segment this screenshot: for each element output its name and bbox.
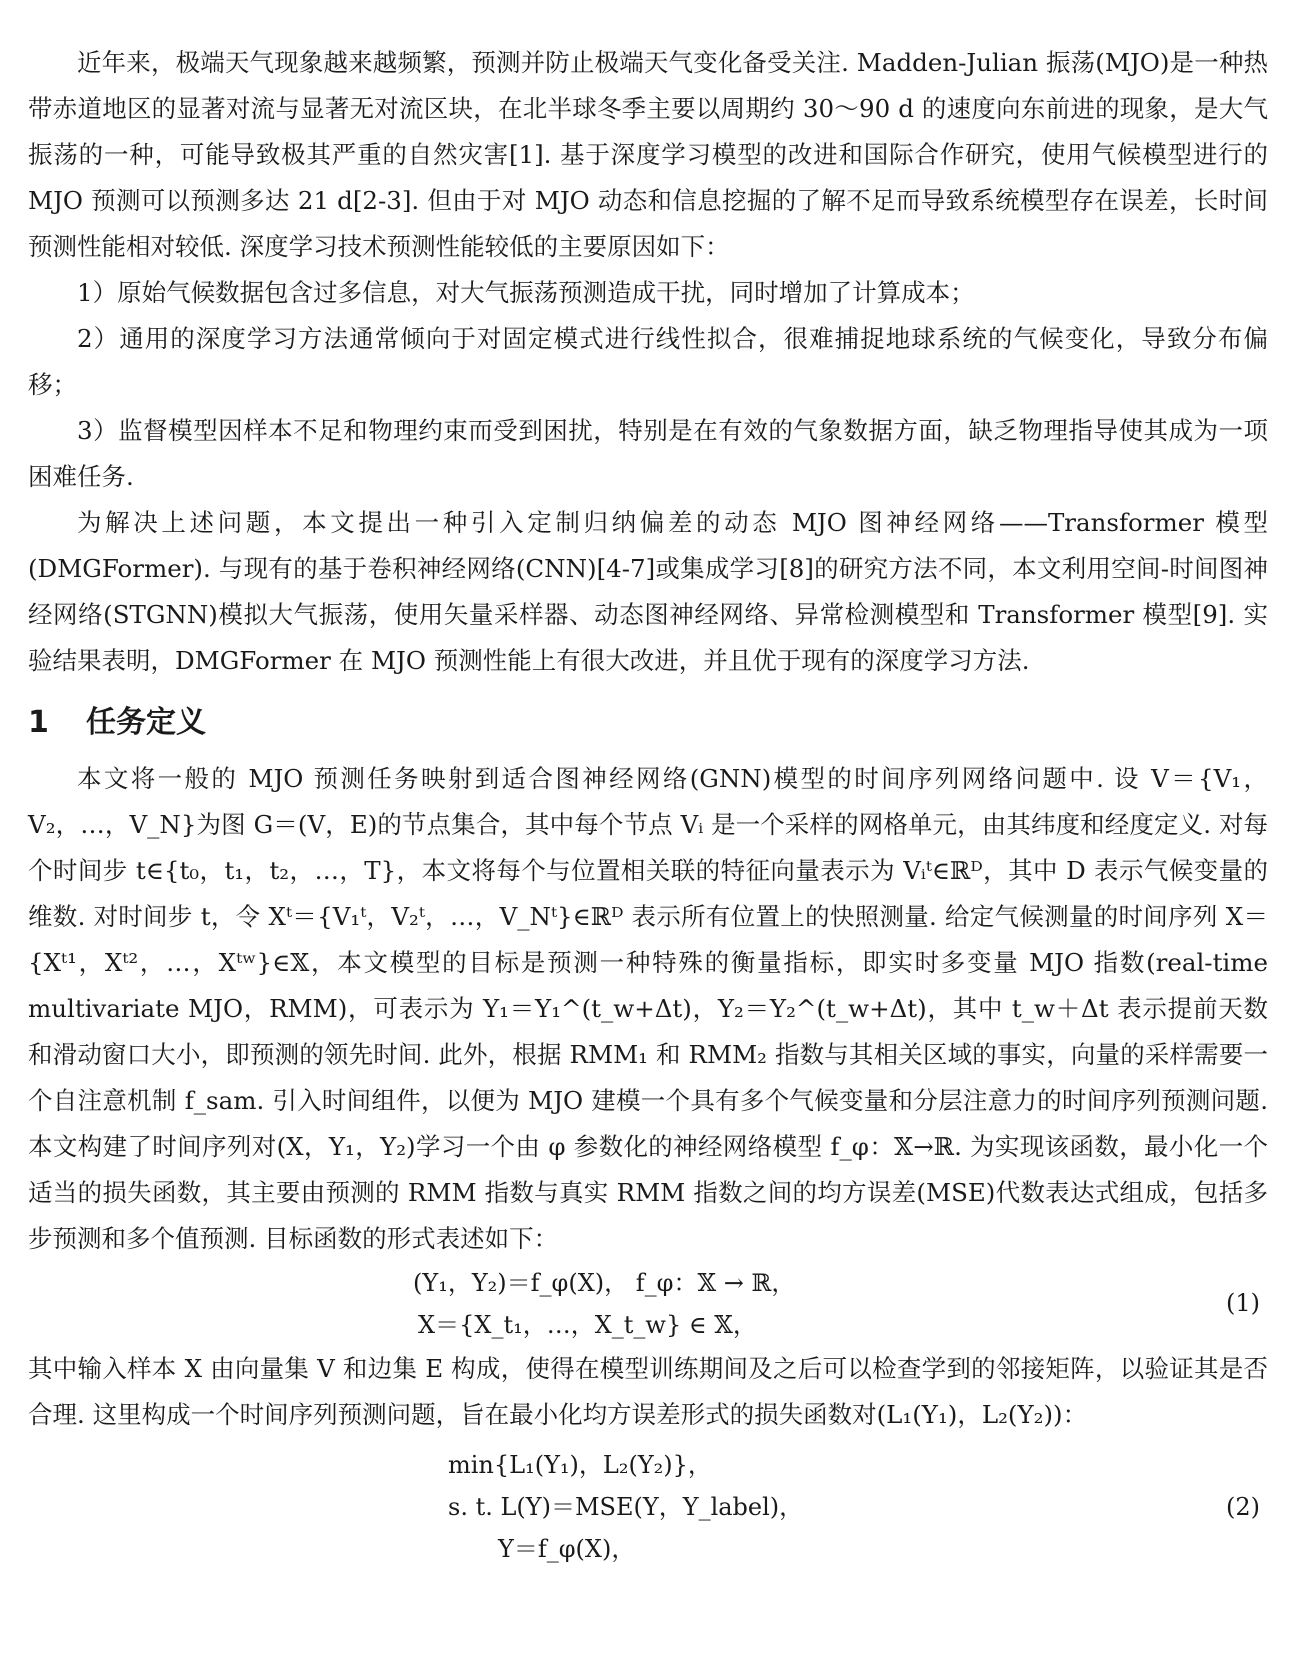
equation-1-line-1: (Y₁，Y₂)＝f_φ(X)， f_φ：𝕏 → ℝ， bbox=[413, 1269, 796, 1297]
list-item-3: 3）监督模型因样本不足和物理约束而受到困扰，特别是在有效的气象数据方面，缺乏物理指导使其成为一项困难任务. bbox=[28, 416, 1268, 491]
equation-1-number: (1) bbox=[1226, 1289, 1260, 1317]
equation-2-line-2: s. t. L(Y)＝MSE(Y，Y_label)， bbox=[448, 1493, 804, 1521]
section-title: 任务定义 bbox=[86, 705, 206, 740]
equation-1-line-2: X＝{X_t₁，…，X_t_w} ∈ 𝕏， bbox=[418, 1311, 757, 1339]
equation-2-line-3: Y＝f_φ(X)， bbox=[498, 1535, 636, 1563]
list-item-2: 2）通用的深度学习方法通常倾向于对固定模式进行线性拟合，很难捕捉地球系统的气候变化，导致分布偏移； bbox=[28, 324, 1268, 399]
after-equation-1-paragraph: 其中输入样本 X 由向量集 V 和边集 E 构成，使得在模型训练期间及之后可以检查学到的邻接矩阵，以验证其是否合理. 这里构成一个时间序列预测问题，旨在最小化均方误差形式的损失函数对(L₁(Y₁)，L₂(Y₂))： bbox=[28, 1354, 1268, 1429]
intro-paragraph: 近年来，极端天气现象越来越频繁，预测并防止极端天气变化备受关注. Madden-Julian 振荡(MJO)是一种热带赤道地区的显著对流与显著无对流区块，在北半球冬季主要以周期约 30～90 d 的速度向东前进的现象，是大气振荡的一种，可能导致极其严重的自然灾害[1]. 基于深度学习模型的改进和国际合作研究，使用气候模型进行的 MJO 预测可以预测多达 21 d[2-3]. 但由于对 MJO 动态和信息挖掘的了解不足而导致系统模型存在误差，长时间预测性能相对较低. 深度学习技术预测性能较低的主要原因如下： bbox=[28, 48, 1268, 261]
equation-2 bbox=[28, 1444, 1268, 1570]
list-item-1: 1）原始气候数据包含过多信息，对大气振荡预测造成干扰，同时增加了计算成本； bbox=[77, 278, 975, 307]
equation-1 bbox=[28, 1262, 1268, 1346]
proposal-paragraph: 为解决上述问题，本文提出一种引入定制归纳偏差的动态 MJO 图神经网络——Transformer 模型(DMGFormer). 与现有的基于卷积神经网络(CNN)[4-7]或集成学习[8]的研究方法不同，本文利用空间-时间图神经网络(STGNN)模拟大气振荡，使用矢量采样器、动态图神经网络、异常检测模型和 Transformer 模型[9]. 实验结果表明，DMGFormer 在 MJO 预测性能上有很大改进，并且优于现有的深度学习方法. bbox=[28, 508, 1268, 675]
section-number: 1 bbox=[28, 705, 49, 740]
paper-page bbox=[28, 40, 1268, 1570]
equation-2-number: (2) bbox=[1226, 1493, 1260, 1521]
section-heading bbox=[28, 698, 1268, 748]
task-definition-paragraph: 本文将一般的 MJO 预测任务映射到适合图神经网络(GNN)模型的时间序列网络问题中. 设 V＝{V₁，V₂，…，V_N}为图 G＝(V，E)的节点集合，其中每个节点 Vᵢ 是一个采样的网格单元，由其纬度和经度定义. 对每个时间步 t∈{t₀，t₁，t₂，…，T}，本文将每个与位置相关联的特征向量表示为 Vᵢᵗ∈ℝᴰ，其中 D 表示气候变量的维数. 对时间步 t，令 Xᵗ＝{V₁ᵗ，V₂ᵗ，…，V_Nᵗ}∈ℝᴰ 表示所有位置上的快照测量. 给定气候测量的时间序列 X＝{Xᵗ¹，Xᵗ²，…，Xᵗʷ}∈𝕏，本文模型的目标是预测一种特殊的衡量指标，即实时多变量 MJO 指数(real-time multivariate MJO，RMM)，可表示为 Y₁＝Y₁^(t_w+Δt)，Y₂＝Y₂^(t_w+Δt)，其中 t_w＋Δt 表示提前天数和滑动窗口大小，即预测的领先时间. 此外，根据 RMM₁ 和 RMM₂ 指数与其相关区域的事实，向量的采样需要一个自注意机制 f_sam. 引入时间组件，以便为 MJO 建模一个具有多个气候变量和分层注意力的时间序列预测问题. 本文构建了时间序列对(X，Y₁，Y₂)学习一个由 φ 参数化的神经网络模型 f_φ：𝕏→ℝ. 为实现该函数，最小化一个适当的损失函数，其主要由预测的 RMM 指数与真实 RMM 指数之间的均方误差(MSE)代数表达式组成，包括多步预测和多个值预测. 目标函数的形式表述如下： bbox=[28, 764, 1268, 1253]
equation-2-line-1: min{L₁(Y₁)，L₂(Y₂)}， bbox=[448, 1451, 712, 1479]
